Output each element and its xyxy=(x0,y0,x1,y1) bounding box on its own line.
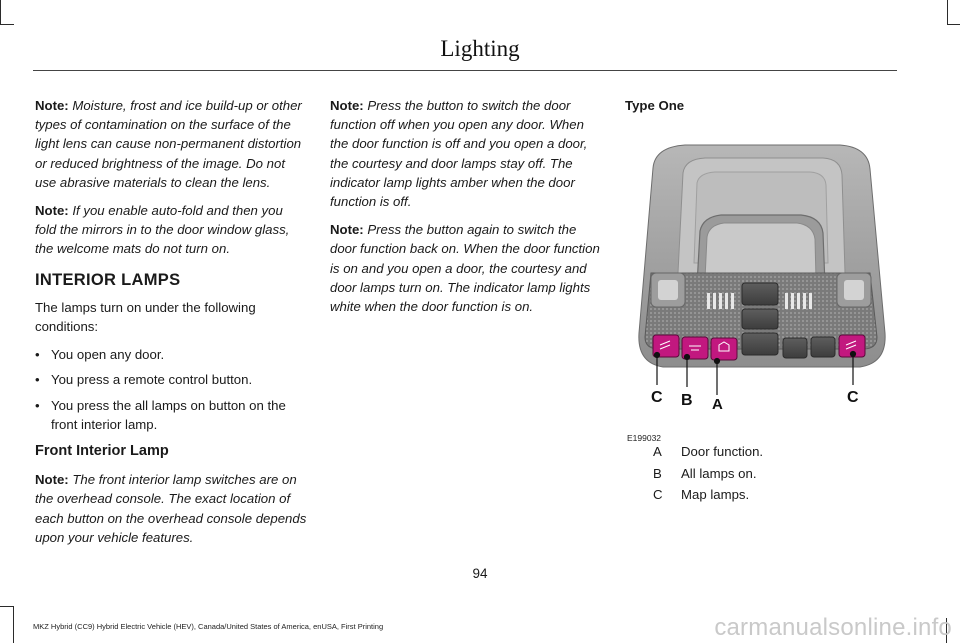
note-text: The front interior lamp switches are on the overhead console. The exact location of each button on the overhead console depends upon your vehicle features. xyxy=(35,472,307,545)
conditions-list xyxy=(35,345,307,434)
note-text: Moisture, frost and ice build-up or other types of contamination on the surface of the light lens can cause non-permanent distortion or reduced brightness of the image. Do not use abrasive materials to clean the lens. xyxy=(35,98,302,190)
list-item-text: You press the all lamps on button on the front interior lamp. xyxy=(51,397,286,432)
callout-a: A xyxy=(712,396,723,414)
note-label: Note: xyxy=(35,98,69,113)
overhead-console-illustration xyxy=(625,123,895,435)
legend-key: C xyxy=(653,487,663,502)
bullet-icon: • xyxy=(35,397,40,413)
bullet-icon: • xyxy=(35,347,40,363)
list-item xyxy=(35,396,307,434)
note-label: Note: xyxy=(330,98,364,113)
footer-text: MKZ Hybrid (CC9) Hybrid Electric Vehicle (HEV), Canada/United States of America, enUSA, First Printing xyxy=(33,622,384,631)
header-rule xyxy=(33,70,897,71)
crop-mark xyxy=(947,0,948,24)
list-item-text: You open any door. xyxy=(51,347,165,363)
callout-c-left: C xyxy=(651,389,663,407)
page-number: 94 xyxy=(472,566,488,581)
legend-row xyxy=(653,444,763,466)
legend-row xyxy=(653,466,763,488)
watermark[interactable]: carmanualsonline.info xyxy=(714,614,952,641)
figure-legend xyxy=(653,444,763,509)
section-heading: INTERIOR LAMPS xyxy=(35,270,181,289)
callout-b: B xyxy=(681,392,693,410)
note-label: Note: xyxy=(35,472,69,488)
legend-text: Map lamps. xyxy=(681,487,750,502)
crop-mark xyxy=(0,606,14,607)
bullet-icon: • xyxy=(35,372,40,388)
legend-text: All lamps on. xyxy=(681,465,757,481)
note-label: Note: xyxy=(330,222,364,238)
intro-text: The lamps turn on under the following conditions: xyxy=(35,299,256,335)
list-item-text: You press a remote control button. xyxy=(51,372,253,388)
crop-mark xyxy=(0,24,14,25)
note-text: Press the button again to switch the door function back on. When the door function is on and you open a door, the courtesy and door lamps turn on. The indicator lamp lights white when the door function is on. xyxy=(330,222,600,315)
page-header-title: Lighting xyxy=(440,36,520,61)
note-door-on xyxy=(330,220,602,316)
note-label: Note: xyxy=(35,203,69,219)
crop-mark xyxy=(947,24,960,25)
crop-mark xyxy=(0,0,1,24)
note-auto-fold xyxy=(35,201,307,259)
legend-key: B xyxy=(653,465,662,481)
legend-row xyxy=(653,487,763,509)
callout-c-right: C xyxy=(847,389,859,407)
subheading: Front Interior Lamp xyxy=(35,443,169,460)
note-contamination xyxy=(35,96,307,192)
column-left xyxy=(35,96,307,556)
list-item xyxy=(35,345,307,364)
note-door-off xyxy=(330,96,602,211)
column-middle xyxy=(330,96,602,325)
note-front-interior-lamp xyxy=(35,470,307,547)
list-item xyxy=(35,370,307,389)
overhead-console-figure xyxy=(625,123,895,444)
legend-key: A xyxy=(653,444,662,459)
column-right xyxy=(625,96,925,444)
note-text: Press the button to switch the door function off when you open any door. When the door function is off and you open a door, the courtesy and door lamps stay off. The indicator lamp lights amber when the door function is off. xyxy=(330,98,588,210)
note-text: If you enable auto-fold and then you fold the mirrors in to the door window glass, the welcome mats do not turn on. xyxy=(35,203,290,257)
figure-heading: Type One xyxy=(625,98,685,113)
legend-text: Door function. xyxy=(681,444,764,459)
figure-id: E199032 xyxy=(627,433,662,444)
crop-mark xyxy=(13,606,14,643)
